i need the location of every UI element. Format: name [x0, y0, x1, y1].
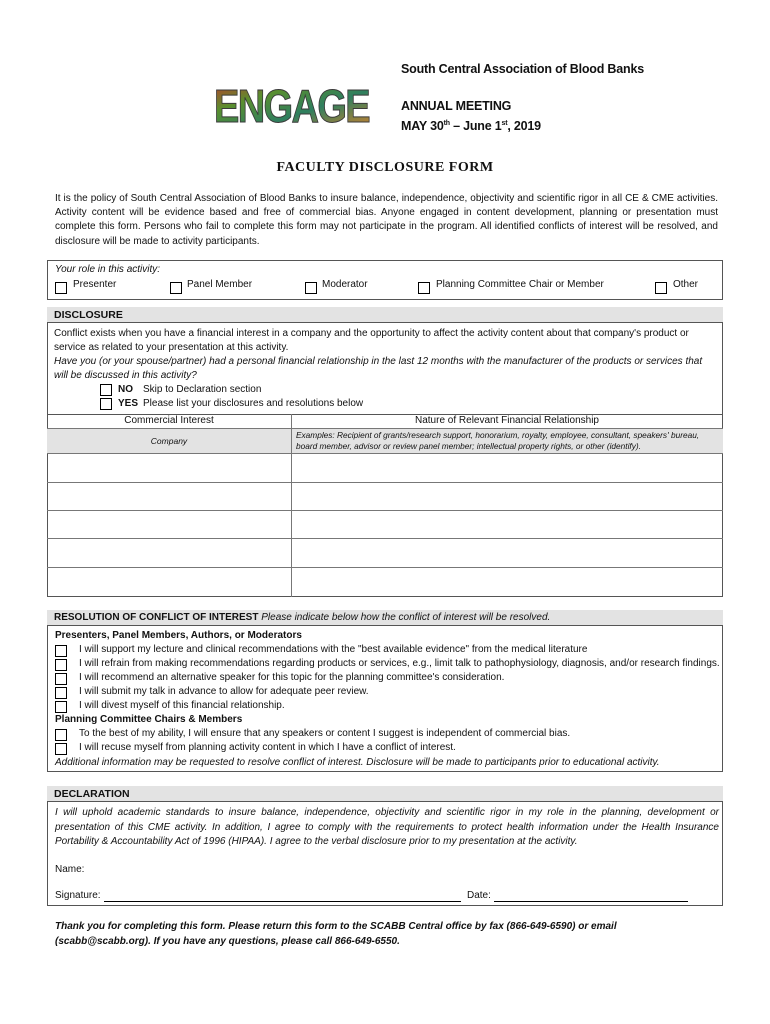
name-field[interactable] [90, 863, 460, 877]
role-planning-label: Planning Committee Chair or Member [436, 279, 604, 290]
disclosure-yes-text: Please list your disclosures and resolutions below [143, 398, 364, 409]
resolution-item-checkbox[interactable] [55, 701, 67, 713]
col-commercial-interest: Commercial Interest [124, 415, 214, 426]
resolution-item: I will divest myself of this financial relationship. [79, 700, 285, 711]
resolution-item-checkbox[interactable] [55, 673, 67, 685]
resolution-footnote: Additional information may be requested to resolve conflict of interest. Disclosure will be made to participants prior to educational activity. [55, 757, 660, 768]
table-divider [291, 414, 292, 597]
org-name: South Central Association of Blood Banks [401, 62, 644, 76]
disclosure-no-label: NO [118, 384, 133, 395]
date-label: Date: [467, 890, 491, 901]
disclosure-question: Have you (or your spouse/partner) had a personal financial relationship in the last 12 months with the manufacturer of the products or services that will be discussed in this activity? [54, 356, 703, 381]
role-panel-label: Panel Member [187, 279, 253, 290]
name-label: Name: [55, 864, 85, 875]
resolution-item-checkbox[interactable] [55, 729, 67, 741]
resolution-group2-title: Planning Committee Chairs & Members [55, 714, 243, 725]
disclosure-yes-label: YES [118, 398, 139, 409]
disclosure-no-checkbox[interactable] [100, 384, 112, 396]
role-panel-checkbox[interactable] [170, 282, 182, 294]
table-row-line [47, 510, 723, 511]
relationship-input-1[interactable] [292, 455, 722, 481]
meeting-dates: MAY 30th – June 1st, 2019 [401, 119, 541, 133]
resolution-heading: RESOLUTION OF CONFLICT OF INTEREST Please indicate below how the conflict of interest will be resolved. [47, 610, 723, 626]
table-row-line [47, 567, 723, 568]
resolution-item: I will submit my talk in advance to allow for adequate peer review. [79, 686, 369, 697]
resolution-group1-title: Presenters, Panel Members, Authors, or Moderators [55, 630, 302, 641]
disclosure-no-text: Skip to Declaration section [143, 384, 262, 395]
date-line[interactable] [494, 901, 688, 902]
resolution-item: To the best of my ability, I will ensure that any speakers or content I suggest is independent of commercial bias. [79, 728, 571, 739]
disclosure-yes-checkbox[interactable] [100, 398, 112, 410]
signature-line[interactable] [104, 901, 461, 902]
disclosure-heading: DISCLOSURE [47, 307, 723, 323]
disclosure-text: Conflict exists when you have a financial interest in a company and the opportunity to affect the activity content about that company's product or service as related to your presentation at this activity. [54, 328, 689, 353]
table-row-line [47, 482, 723, 483]
policy-text: It is the policy of South Central Association of Blood Banks to insure balance, independence, objectivity and scientific rigor in all CE & CME activities. Activity content will be evidence based and free of commercial bias. Anyone engaged in content development, planning or presentation must complete this form. Persons who fail to complete this form may not participate in the program. All identified conflicts of interest will be resolved, and disclosure will be made to activity participants. [55, 193, 718, 247]
role-other-label: Other [673, 279, 699, 290]
declaration-text: I will uphold academic standards to insure balance, independence, objectivity and scientific rigor in my role in the planning, development or presentation of this CME activity. In addition, I agree to comply with the requirements to protect health information under the Health Insurance Portability & Accountability Act of 1996 (HIPAA). I agree to the verbal disclosure prior to my presentation at the activity. [55, 807, 719, 847]
resolution-item-checkbox[interactable] [55, 645, 67, 657]
form-title: FACULTY DISCLOSURE FORM [276, 160, 494, 175]
role-moderator-checkbox[interactable] [305, 282, 317, 294]
role-planning-checkbox[interactable] [418, 282, 430, 294]
col-financial-relationship: Nature of Relevant Financial Relationship [415, 415, 599, 426]
footer-instructions: Thank you for completing this form. Please return this form to the SCABB Central office by fax (866-649-6590) or email (scabb@scabb.org). If you have any questions, please call 866-649-6550. [55, 921, 617, 947]
col-examples-sub: Examples: Recipient of grants/research support, honorarium, royalty, employee, consultant, speakers' bureau, board member, advisor or review panel member; intellectual property rights, or other (identify). [296, 430, 700, 451]
meeting-title: ANNUAL MEETING [401, 99, 512, 113]
resolution-item: I will refrain from making recommendations regarding products or services, e.g., limit talk to pathophysiology, diagnosis, and/or research findings. [79, 658, 720, 669]
role-presenter-label: Presenter [73, 279, 117, 290]
role-label: Your role in this activity: [55, 264, 161, 275]
resolution-item: I will recommend an alternative speaker for this topic for the planning committee's consideration. [79, 672, 505, 683]
col-company-sub: Company [150, 436, 188, 446]
signature-label: Signature: [55, 890, 101, 901]
engage-logo [212, 80, 372, 132]
resolution-item: I will recuse myself from planning activity content in which I have a conflict of interest. [79, 742, 456, 753]
resolution-item-checkbox[interactable] [55, 687, 67, 699]
resolution-item-checkbox[interactable] [55, 743, 67, 755]
company-input-1[interactable] [48, 455, 290, 481]
role-moderator-label: Moderator [322, 279, 368, 290]
resolution-item: I will support my lecture and clinical recommendations with the "best available evidence" from the medical literature [79, 644, 588, 655]
table-row-line [47, 538, 723, 539]
role-other-checkbox[interactable] [655, 282, 667, 294]
declaration-heading: DECLARATION [47, 786, 723, 802]
svg-text:ENGAGE: ENGAGE [214, 80, 370, 132]
resolution-item-checkbox[interactable] [55, 659, 67, 671]
role-presenter-checkbox[interactable] [55, 282, 67, 294]
